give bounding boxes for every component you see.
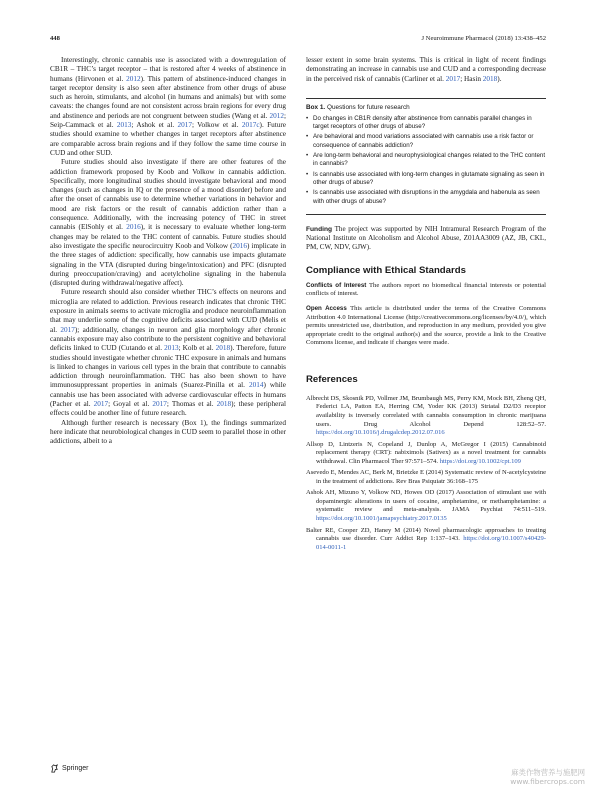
box-question bbox=[306, 152, 546, 169]
text-run: ). This pattern of abstinence-induced changes in target receptor density is also seen after abstinence from other drugs of abuse such as heroin, stimulants, and alcohol (in humans and animals) but with some caveats: the changes found are not consistent across brain regions for every drug and abstinence and periods are not congruent between studies (Wang et al. bbox=[50, 74, 286, 120]
references-heading: References bbox=[306, 373, 358, 385]
doi-link[interactable]: https://doi.org/10.1016/j.drugalcdep.2012.07.016 bbox=[316, 429, 445, 437]
doi-link[interactable]: https://doi.org/10.1002/cpt.109 bbox=[439, 457, 521, 465]
box-question bbox=[306, 133, 546, 150]
paragraph bbox=[50, 158, 286, 288]
conflicts-text: The authors report no biomedical financial interests or potential conflicts of interest. bbox=[306, 281, 547, 298]
citation-link[interactable]: 2017 bbox=[152, 399, 167, 408]
citation-link[interactable]: 2014 bbox=[248, 381, 264, 390]
text-run: ); additionally, changes in neuron and glia morphology after chronic cannabis exposure may also contribute to the persistent cognitive and behavioral deficits linked to CUD (Cutando et al. bbox=[50, 325, 286, 353]
box-title bbox=[306, 104, 546, 111]
paragraph bbox=[50, 288, 286, 418]
box-1 bbox=[306, 98, 546, 215]
funding-label: Funding bbox=[306, 225, 332, 233]
box-label: Box 1. bbox=[306, 103, 326, 111]
text-run: ). Future studies should examine to whether changes in target receptors after abstinence are comparable across brain regions and if they follow the same time course in CUD and other SUD. bbox=[50, 121, 286, 157]
box-question-text: Are behavioral and mood variations associated with cannabis use a risk factor or consequence of cannabis addiction? bbox=[313, 133, 534, 149]
bullet-icon: • bbox=[306, 133, 309, 141]
citation-link[interactable]: 2016 bbox=[126, 223, 141, 232]
text-run: ). bbox=[497, 74, 502, 83]
reference-text: Ashok AH, Mizuno Y, Volkow ND, Howes OD (2017) Association of stimulant use with dopaminergic alterations in users of cocaine, amphetamine, or methamphetamine: a systematic review and meta-analysis. JAMA Psychiat 74:511–519. bbox=[306, 489, 546, 514]
text-run: ); these peripheral effects could be another line of future research. bbox=[50, 399, 286, 418]
conflicts-of-interest bbox=[306, 282, 546, 299]
text-run: ; Seip-Cammack et al. bbox=[50, 111, 286, 130]
citation-link[interactable]: 2013 bbox=[116, 121, 132, 130]
right-column bbox=[306, 56, 546, 555]
body-text bbox=[50, 56, 286, 446]
reference-text: Asevedo E, Mendes AC, Berk M, Brietzke E (2014) Systematic review of N-acetylcysteine in the treatment of addictions. Rev Bras Psiquiatr 36:168–175 bbox=[306, 469, 546, 485]
box-question-text: Is cannabis use associated with long-term changes in glutamate signaling as seen in other drugs of abuse? bbox=[313, 170, 545, 186]
text-run: ; Volkow et al. bbox=[191, 121, 242, 130]
reference-text: Balter RE, Cooper ZD, Haney M (2014) Novel pharmacologic approaches to treating cannabis use disorder. Curr Addict Rep 1:137–143. bbox=[306, 526, 546, 543]
bullet-icon: • bbox=[306, 170, 309, 178]
box-question-text: Is cannabis use associated with disruptions in the amygdala and habenula as seen with other drugs of abuse? bbox=[313, 189, 540, 205]
citation-link[interactable]: 2012 bbox=[126, 74, 141, 83]
text-run: Although further research is necessary (Box 1), the findings summarized here indicate that neurobiological changes in CUD seem to parallel those in other addictions, albeit to a bbox=[50, 418, 286, 446]
text-run: ) while cannabis use has been associated with adverse cardiovascular effects in humans (Pacher et al. bbox=[50, 381, 286, 408]
conflicts-label: Conflicts of Interest bbox=[306, 281, 367, 289]
body-text-continuation bbox=[306, 56, 546, 84]
box-title-text: Questions for future research bbox=[326, 103, 410, 111]
page-footer bbox=[50, 764, 88, 773]
funding-statement bbox=[306, 225, 546, 253]
citation-link[interactable]: 2016 bbox=[232, 241, 248, 250]
references-section bbox=[306, 374, 546, 552]
running-header bbox=[50, 32, 546, 44]
text-run: Interestingly, chronic cannabis use is associated with a downregulation of CB1R – THC’s target receptor – that is restored after 4 weeks of abstinence in humans (Hirvonen et al. bbox=[50, 56, 286, 83]
citation-link[interactable]: 2018 bbox=[215, 344, 231, 353]
text-run: ) implicate in the three stages of addiction: specifically, how cannabis use impacts glutamate signaling in the VTA (disrupted during binge/intoxication) and PFC (disrupted during preoccupation/craving) and acetylcholine signaling in the habenula (disrupted during withdrawal/negative affect). bbox=[50, 241, 287, 288]
text-run: Future studies should also investigate if there are other features of the addiction framework proposed by Koob and Volkow in cannabis addiction. Specifically, more longitudinal studies should investigate behavioral and mood changes (such as changes in IQ or the presence of a mood disorder) before and after the onset of cannabis use to determine whether variations in behavior and mood are risk factors or the result of cannabis addiction rather than a consequence. Additionally, with the increasing potency of THC in street cannabis (ElSohly et al. bbox=[50, 158, 286, 232]
reference-item bbox=[306, 395, 546, 438]
funding-text: The project was supported by NIH Intramural Research Program of the National Institute on Alcoholism and Alcohol Abuse, Z01AA3009 (AZ, JB, CKL, PM, CW, NDV, GJW). bbox=[306, 224, 546, 252]
citation-link[interactable]: 2018 bbox=[216, 399, 232, 408]
reference-item bbox=[306, 527, 546, 553]
open-access-text: This article is distributed under the terms of the Creative Commons Attribution 4.0 International License (http://creativecommons.org/licenses/by/4.0/), which permits unrestricted use, distribution, and reproduction in any medium, provided you give appropriate credit to the original author(s) and the source, provide a link to the Creative Commons license, and indicate if changes were made. bbox=[306, 304, 547, 347]
box-question-list bbox=[306, 115, 546, 206]
box-question bbox=[306, 115, 546, 132]
text-run: ), it is necessary to evaluate whether long-term changes may be related to the THC content of cannabis. Future studies should also investigate the specific neurocircuitry Koob and Volkow ( bbox=[50, 223, 287, 250]
text-run: ; Ashok et al. bbox=[131, 121, 178, 130]
open-access-statement bbox=[306, 305, 546, 348]
box-question bbox=[306, 189, 546, 206]
ethics-heading: Compliance with Ethical Standards bbox=[306, 264, 466, 276]
box-question-text: Do changes in CB1R density after abstinence from cannabis parallel changes in target receptors of other drugs of abuse? bbox=[313, 114, 532, 131]
citation-link[interactable]: 2013 bbox=[164, 344, 179, 353]
left-column bbox=[50, 56, 286, 446]
bullet-icon: • bbox=[306, 189, 309, 197]
text-run: lesser extent in some brain systems. This is critical in light of recent findings demonstrating an increase in cannabis use and CUD and a corresponding decrease in the perceived risk of cannabis (Carliner et al. bbox=[306, 56, 546, 83]
citation-link[interactable]: 2012 bbox=[269, 111, 284, 120]
text-run: ; Thomas et al. bbox=[166, 399, 217, 408]
paragraph bbox=[50, 56, 286, 158]
reference-item bbox=[306, 489, 546, 523]
page-number: 448 bbox=[50, 34, 60, 42]
citation-link[interactable]: 2017 bbox=[60, 325, 75, 334]
reference-text: Allsop D, Lintzeris N, Copeland J, Dunlop A, McGregor I (2015) Cannabinoid replacement therapy (CRT): nabiximols (Sativex) as a novel treatment for cannabis withdrawal. Clin Pharmacol Ther 97:571–574. bbox=[306, 440, 546, 465]
citation-link[interactable]: 2017 bbox=[93, 399, 109, 408]
text-run: ; Kolb et al. bbox=[178, 344, 216, 353]
doi-link[interactable]: https://doi.org/10.1007/s40429-014-0011-1 bbox=[316, 535, 546, 551]
watermark-url: www.fibercrops.com bbox=[510, 777, 585, 786]
doi-link[interactable]: https://doi.org/10.1001/jamapsychiatry.2017.0135 bbox=[316, 515, 447, 523]
box-question-text: Are long-term behavioral and neurophysiological changes related to the THC content in cannabis? bbox=[313, 152, 546, 168]
text-run: ; Hasin bbox=[460, 74, 483, 83]
publisher-name: Springer bbox=[62, 765, 89, 772]
citation-link[interactable]: 2018 bbox=[482, 74, 498, 83]
reference-text: Albrecht DS, Skosnik PD, Vollmer JM, Brumbaugh MS, Perry KM, Mock BH, Zheng QH, Federici LA, Patton EA, Herring CM, Yoder KK (2013) Striatal D2/D3 receptor availability is inversely correlated with cannabis consumption in chronic marijuana users. Drug Alcohol Depend 128:52–57. bbox=[306, 394, 546, 428]
text-run: ). Therefore, future studies should investigate whether chronic THC exposure in animals and humans is linked to changes in various cell types in the brain that contribute to cannabis addiction through neuroinflammation. THC has also been shown to have immunosuppressant properties in animals (Suarez-Pinilla et al. bbox=[50, 344, 287, 390]
reference-item bbox=[306, 469, 546, 486]
reference-list bbox=[306, 395, 546, 552]
reference-item bbox=[306, 441, 546, 467]
citation-link[interactable]: 2017 bbox=[445, 74, 461, 83]
citation-link[interactable]: 2017 bbox=[177, 121, 192, 130]
open-access-label: Open Access bbox=[306, 304, 347, 312]
watermark bbox=[510, 768, 585, 786]
springer-horse-icon bbox=[50, 764, 59, 773]
bullet-icon: • bbox=[306, 152, 309, 160]
bullet-icon: • bbox=[306, 114, 309, 122]
citation-link[interactable]: 2017c bbox=[241, 121, 260, 130]
box-question bbox=[306, 171, 546, 188]
journal-citation: J Neuroimmune Pharmacol (2018) 13:438–452 bbox=[421, 34, 546, 42]
paragraph bbox=[50, 419, 286, 447]
text-run: ; Goyal et al. bbox=[108, 399, 153, 408]
watermark-title: 麻类作物营养与施肥网 bbox=[511, 768, 585, 777]
text-run: Future research should also consider whether THC’s effects on neurons and microglia are related to addiction. Previous research indicates that chronic THC exposure in animals seems to activate microglia and produce neuroinflammation that may underlie some of the cognitive deficits associated with CUD (Melis et al. bbox=[50, 288, 286, 334]
